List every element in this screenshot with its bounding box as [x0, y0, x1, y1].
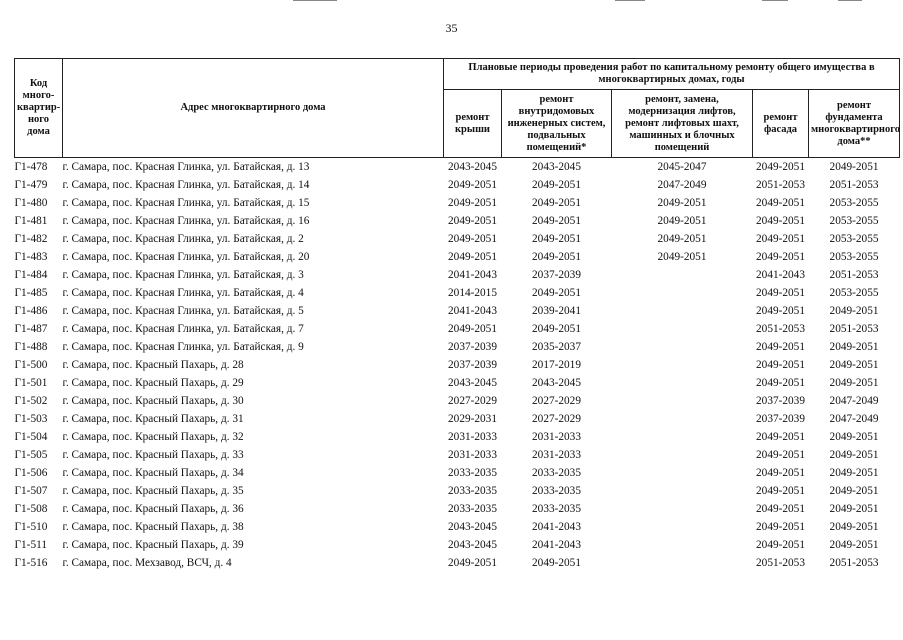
cell-code: Г1-503 [14, 413, 48, 425]
cell-engineering-period: 2049-2051 [532, 557, 581, 569]
cell-roof-period: 2014-2015 [448, 287, 497, 299]
cell-code: Г1-505 [14, 449, 48, 461]
cell-lifts-period [612, 554, 753, 572]
cell-facade-period: 2049-2051 [753, 158, 809, 177]
cell-roof-period: 2041-2043 [448, 269, 497, 281]
header-code: Код много-квартир-ного дома [15, 59, 63, 158]
cell-address: г. Самара, пос. Красный Пахарь, д. 29 [62, 377, 244, 389]
cell-code: Г1-507 [14, 485, 48, 497]
cell-engineering-period: 2041-2043 [532, 539, 581, 551]
cell-engineering-period: 2049-2051 [532, 323, 581, 335]
cell-foundation-period: 2051-2053 [829, 269, 879, 281]
top-edge-mark [762, 0, 788, 1]
cell-lifts-period: 2045-2047 [612, 158, 753, 177]
cell-address: г. Самара, пос. Красная Глинка, ул. Батайская, д. 4 [62, 287, 304, 299]
cell-address: г. Самара, пос. Красный Пахарь, д. 30 [62, 395, 244, 407]
cell-foundation-period: 2049-2051 [829, 305, 879, 317]
cell-facade-period: 2051-2053 [756, 557, 805, 569]
cell-roof-period: 2049-2051 [448, 251, 497, 263]
cell-foundation-period: 2053-2055 [829, 287, 879, 299]
header-address: Адрес многоквартирного дома [63, 59, 444, 158]
table-row [15, 212, 900, 230]
cell-lifts-period [612, 428, 753, 446]
cell-lifts-period: 2049-2051 [657, 233, 707, 245]
page-number: 35 [445, 21, 458, 35]
cell-foundation-period: 2051-2053 [829, 179, 879, 191]
top-edge-mark [293, 0, 337, 1]
cell-address: г. Самара, пос. Красная Глинка, ул. Батайская, д. 7 [62, 323, 304, 335]
table-row [15, 248, 900, 266]
cell-address: г. Самара, пос. Красная Глинка, ул. Батайская, д. 2 [62, 233, 304, 245]
cell-engineering-period: 2049-2051 [532, 179, 581, 191]
cell-facade-period: 2049-2051 [756, 377, 805, 389]
cell-address: г. Самара, пос. Красная Глинка, ул. Батайская, д. 14 [62, 179, 310, 191]
cell-roof-period: 2037-2039 [448, 341, 497, 353]
cell-code: Г1-481 [14, 215, 48, 227]
cell-address: г. Самара, пос. Красный Пахарь, д. 33 [62, 449, 244, 461]
cell-code: Г1-516 [14, 557, 48, 569]
cell-address: г. Самара, пос. Красная Глинка, ул. Батайская, д. 5 [62, 305, 304, 317]
cell-facade-period: 2051-2053 [756, 179, 805, 191]
cell-foundation-period: 2049-2051 [829, 377, 879, 389]
cell-facade-period: 2049-2051 [756, 449, 805, 461]
table-row [15, 410, 900, 428]
table-row [15, 536, 900, 554]
cell-address: г. Самара, пос. Красный Пахарь, д. 38 [62, 521, 244, 533]
cell-lifts-period [612, 284, 753, 302]
cell-lifts-period: 2049-2051 [657, 197, 707, 209]
cell-roof-period: 2049-2051 [448, 179, 497, 191]
cell-address: г. Самара, пос. Красный Пахарь, д. 36 [62, 503, 244, 515]
cell-roof-period: 2049-2051 [448, 557, 497, 569]
cell-foundation-period: 2049-2051 [829, 341, 879, 353]
cell-foundation-period: 2053-2055 [829, 233, 879, 245]
cell-foundation-period: 2049-2051 [829, 539, 879, 551]
cell-foundation-period: 2051-2053 [829, 557, 879, 569]
header-periods-group: Плановые периоды проведения работ по капитальному ремонту общего имущества в многоквартирных домах, годы [444, 59, 900, 90]
cell-foundation-period: 2047-2049 [829, 413, 879, 425]
cell-engineering-period: 2031-2033 [532, 431, 581, 443]
cell-engineering-period: 2049-2051 [532, 233, 581, 245]
cell-engineering-period: 2035-2037 [532, 341, 581, 353]
table-row [15, 284, 900, 302]
cell-facade-period: 2049-2051 [756, 539, 805, 551]
cell-code: Г1-483 [14, 251, 48, 263]
cell-address: г. Самара, пос. Красная Глинка, ул. Батайская, д. 15 [62, 197, 310, 209]
cell-facade-period: 2049-2051 [756, 251, 805, 263]
table-row [15, 464, 900, 482]
header-foundation: ремонт фундамента многоквартирного дома** [809, 90, 900, 158]
cell-engineering-period: 2037-2039 [532, 269, 581, 281]
cell-code: Г1-502 [14, 395, 48, 407]
table-row [15, 392, 900, 410]
cell-lifts-period [612, 518, 753, 536]
cell-foundation-period: 2049-2051 [829, 503, 879, 515]
cell-code: Г1-478 [15, 158, 63, 177]
cell-foundation-period: 2049-2051 [829, 359, 879, 371]
cell-code: Г1-482 [14, 233, 48, 245]
cell-facade-period: 2049-2051 [756, 359, 805, 371]
cell-roof-period: 2027-2029 [448, 395, 497, 407]
cell-facade-period: 2049-2051 [756, 215, 805, 227]
cell-roof-period: 2049-2051 [448, 233, 497, 245]
cell-address: г. Самара, пос. Красный Пахарь, д. 28 [62, 359, 244, 371]
cell-facade-period: 2037-2039 [756, 395, 805, 407]
cell-code: Г1-486 [14, 305, 48, 317]
cell-engineering-period: 2043-2045 [532, 377, 581, 389]
cell-address: г. Самара, пос. Мехзавод, ВСЧ, д. 4 [62, 557, 232, 569]
capital-repair-schedule-table [14, 58, 900, 572]
cell-facade-period: 2049-2051 [756, 431, 805, 443]
cell-code: Г1-500 [14, 359, 48, 371]
cell-code: Г1-508 [14, 503, 48, 515]
cell-facade-period: 2049-2051 [756, 485, 805, 497]
cell-foundation-period: 2047-2049 [829, 395, 879, 407]
table-body [15, 158, 900, 573]
cell-address: г. Самара, пос. Красная Глинка, ул. Батайская, д. 13 [63, 158, 444, 177]
cell-lifts-period [612, 392, 753, 410]
cell-facade-period: 2041-2043 [756, 269, 805, 281]
cell-roof-period: 2041-2043 [448, 305, 497, 317]
header-facade: ремонт фасада [753, 90, 809, 158]
cell-engineering-period: 2049-2051 [532, 197, 581, 209]
cell-facade-period: 2049-2051 [756, 341, 805, 353]
cell-code: Г1-506 [14, 467, 48, 479]
cell-engineering-period: 2031-2033 [532, 449, 581, 461]
cell-roof-period: 2033-2035 [448, 467, 497, 479]
table-row [15, 158, 900, 177]
cell-address: г. Самара, пос. Красный Пахарь, д. 34 [62, 467, 244, 479]
cell-foundation-period: 2049-2051 [809, 158, 900, 177]
cell-facade-period: 2049-2051 [756, 233, 805, 245]
cell-foundation-period: 2053-2055 [829, 251, 879, 263]
cell-address: г. Самара, пос. Красный Пахарь, д. 39 [62, 539, 244, 551]
cell-engineering-period: 2049-2051 [532, 215, 581, 227]
cell-engineering-period: 2033-2035 [532, 503, 581, 515]
cell-foundation-period: 2049-2051 [829, 467, 879, 479]
cell-facade-period: 2051-2053 [756, 323, 805, 335]
cell-roof-period: 2043-2045 [448, 539, 497, 551]
cell-roof-period: 2049-2051 [448, 215, 497, 227]
cell-roof-period: 2043-2045 [448, 521, 497, 533]
cell-foundation-period: 2053-2055 [829, 197, 879, 209]
header-roof: ремонт крыши [444, 90, 502, 158]
cell-roof-period: 2049-2051 [448, 197, 497, 209]
table-row [15, 302, 900, 320]
cell-roof-period: 2029-2031 [448, 413, 497, 425]
header-lifts: ремонт, замена, модернизация лифтов, ремонт лифтовых шахт, машинных и блочных помещений [612, 90, 753, 158]
table-row [15, 356, 900, 374]
cell-lifts-period [612, 374, 753, 392]
table-row [15, 176, 900, 194]
cell-roof-period: 2037-2039 [448, 359, 497, 371]
cell-facade-period: 2049-2051 [756, 467, 805, 479]
cell-facade-period: 2049-2051 [756, 503, 805, 515]
cell-lifts-period [612, 338, 753, 356]
cell-roof-period: 2043-2045 [444, 158, 502, 177]
cell-address: г. Самара, пос. Красная Глинка, ул. Батайская, д. 20 [62, 251, 310, 263]
cell-address: г. Самара, пос. Красная Глинка, ул. Батайская, д. 9 [62, 341, 304, 353]
cell-code: Г1-484 [14, 269, 48, 281]
cell-roof-period: 2043-2045 [448, 377, 497, 389]
cell-lifts-period [612, 320, 753, 338]
cell-engineering-period: 2041-2043 [532, 521, 581, 533]
table-row [15, 446, 900, 464]
cell-engineering-period: 2049-2051 [532, 287, 581, 299]
cell-lifts-period: 2049-2051 [657, 251, 707, 263]
cell-lifts-period [612, 464, 753, 482]
cell-lifts-period [612, 500, 753, 518]
cell-roof-period: 2033-2035 [448, 503, 497, 515]
table-row [15, 266, 900, 284]
cell-lifts-period [612, 266, 753, 284]
cell-engineering-period: 2049-2051 [532, 251, 581, 263]
cell-code: Г1-504 [14, 431, 48, 443]
cell-engineering-period: 2027-2029 [532, 413, 581, 425]
table-row [15, 428, 900, 446]
cell-foundation-period: 2051-2053 [829, 323, 879, 335]
cell-code: Г1-487 [14, 323, 48, 335]
cell-foundation-period: 2049-2051 [829, 449, 879, 461]
table-row [15, 230, 900, 248]
cell-code: Г1-488 [14, 341, 48, 353]
top-edge-mark [615, 0, 645, 1]
cell-foundation-period: 2049-2051 [829, 485, 879, 497]
cell-code: Г1-510 [14, 521, 48, 533]
cell-facade-period: 2049-2051 [756, 521, 805, 533]
header-engineering: ремонт внутридомовых инженерных систем, подвальных помещений* [502, 90, 612, 158]
cell-code: Г1-485 [14, 287, 48, 299]
cell-lifts-period [612, 356, 753, 374]
cell-engineering-period: 2043-2045 [502, 158, 612, 177]
cell-address: г. Самара, пос. Красный Пахарь, д. 31 [62, 413, 244, 425]
cell-roof-period: 2033-2035 [448, 485, 497, 497]
cell-code: Г1-501 [14, 377, 48, 389]
cell-engineering-period: 2039-2041 [532, 305, 581, 317]
table-row [15, 554, 900, 572]
cell-roof-period: 2031-2033 [448, 431, 497, 443]
cell-engineering-period: 2017-2019 [532, 359, 581, 371]
table-row [15, 338, 900, 356]
cell-address: г. Самара, пос. Красный Пахарь, д. 32 [62, 431, 244, 443]
cell-roof-period: 2049-2051 [448, 323, 497, 335]
cell-lifts-period [612, 536, 753, 554]
cell-engineering-period: 2033-2035 [532, 485, 581, 497]
cell-facade-period: 2049-2051 [756, 287, 805, 299]
cell-lifts-period [612, 302, 753, 320]
cell-lifts-period [612, 410, 753, 428]
table-row [15, 194, 900, 212]
cell-lifts-period: 2049-2051 [657, 215, 707, 227]
cell-engineering-period: 2033-2035 [532, 467, 581, 479]
table-row [15, 482, 900, 500]
cell-roof-period: 2031-2033 [448, 449, 497, 461]
cell-lifts-period [612, 446, 753, 464]
table-row [15, 518, 900, 536]
cell-foundation-period: 2053-2055 [829, 215, 879, 227]
cell-code: Г1-511 [14, 539, 47, 551]
cell-address: г. Самара, пос. Красный Пахарь, д. 35 [62, 485, 244, 497]
table-row [15, 374, 900, 392]
top-edge-mark [838, 0, 862, 1]
cell-facade-period: 2037-2039 [756, 413, 805, 425]
cell-lifts-period [612, 482, 753, 500]
table-row [15, 320, 900, 338]
cell-address: г. Самара, пос. Красная Глинка, ул. Батайская, д. 3 [62, 269, 304, 281]
cell-address: г. Самара, пос. Красная Глинка, ул. Батайская, д. 16 [62, 215, 310, 227]
cell-code: Г1-480 [14, 197, 48, 209]
cell-facade-period: 2049-2051 [756, 197, 805, 209]
cell-engineering-period: 2027-2029 [532, 395, 581, 407]
table-row [15, 500, 900, 518]
cell-code: Г1-479 [14, 179, 48, 191]
cell-lifts-period: 2047-2049 [657, 179, 707, 191]
cell-foundation-period: 2049-2051 [829, 431, 879, 443]
cell-foundation-period: 2049-2051 [829, 521, 879, 533]
cell-facade-period: 2049-2051 [756, 305, 805, 317]
